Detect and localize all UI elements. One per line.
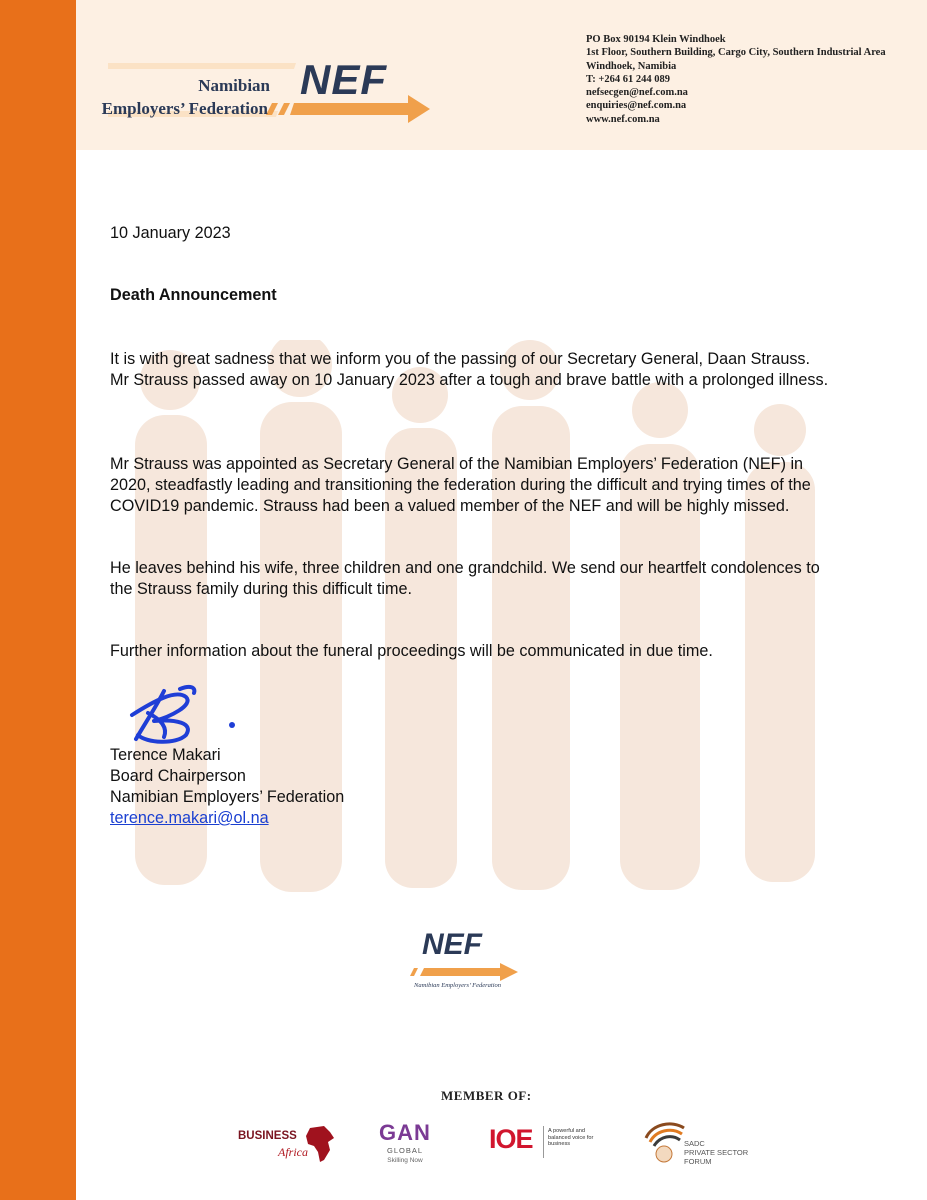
paragraph-announcement: It is with great sadness that we inform you of the passing of our Secretary General, Daan Strauss. Mr Strauss passed away on 10 January 2023 after a tough and brave battle with a prolonged illness. bbox=[110, 350, 829, 389]
signatory-title: Board Chairperson bbox=[110, 767, 246, 785]
contact-block bbox=[586, 33, 921, 126]
gan-global-logo bbox=[372, 1118, 438, 1170]
logo-name-line1: Namibian bbox=[198, 76, 270, 95]
paragraph-family: He leaves behind his wife, three children and one grandchild. We send our heartfelt condolences to the Strauss family during this difficult time. bbox=[110, 559, 820, 598]
side-stripe bbox=[0, 0, 76, 1200]
letter-date: 10 January 2023 bbox=[110, 224, 231, 242]
sadc-line1: SADC bbox=[684, 1139, 705, 1148]
nef-footer-logo bbox=[404, 928, 522, 996]
letter-heading: Death Announcement bbox=[110, 286, 277, 304]
sadc-line3: FORUM bbox=[684, 1156, 712, 1166]
contact-address: 1st Floor, Southern Building, Cargo City, Southern Industrial Area bbox=[586, 47, 886, 59]
paragraph-appointment: Mr Strauss was appointed as Secretary General of the Namibian Employers’ Federation (NEF) in 2020, steadfastly leading and transitioning the federation during the difficult and trying times of the COVID19 pandemic. Strauss had been a valued member of the NEF and will be highly missed. bbox=[110, 455, 811, 515]
footer-arrow-swoosh bbox=[404, 962, 522, 982]
signatory-name: Terence Makari bbox=[110, 746, 221, 764]
nef-logo bbox=[101, 55, 430, 125]
signature-block bbox=[110, 745, 344, 829]
logo-name-line2: Employers’ Federation bbox=[101, 99, 268, 118]
sadc-text bbox=[684, 1140, 748, 1166]
contact-city: Windhoek, Namibia bbox=[586, 60, 677, 72]
gan-line1: GAN bbox=[379, 1120, 431, 1145]
contact-email-secgen: nefsecgen@nef.com.na bbox=[586, 87, 688, 99]
contact-website: www.nef.com.na bbox=[586, 113, 660, 125]
contact-phone: T: +264 61 244 089 bbox=[586, 73, 670, 85]
footer-logo-acronym: NEF bbox=[422, 928, 482, 961]
gan-line3: Skilling Now bbox=[387, 1157, 423, 1164]
ioe-acronym: IOE bbox=[489, 1124, 533, 1154]
signatory-email-link[interactable]: terence.makari@ol.na bbox=[110, 809, 269, 827]
ioe-tagline: A powerful and balanced voice for business bbox=[548, 1128, 594, 1148]
contact-email-enquiries: enquiries@nef.com.na bbox=[586, 100, 687, 112]
paragraph-funeral: Further information about the funeral proceedings will be communicated in due time. bbox=[110, 642, 713, 660]
logo-acronym: NEF bbox=[300, 56, 387, 103]
gan-line2: GLOBAL bbox=[386, 1146, 423, 1155]
sadc-psf-logo bbox=[642, 1118, 752, 1170]
business-africa-line1: BUSINESS bbox=[238, 1130, 297, 1142]
contact-po-box: PO Box 90194 Klein Windhoek bbox=[586, 34, 726, 45]
sadc-line2: PRIVATE SECTOR bbox=[684, 1147, 749, 1157]
sadc-emblem-icon bbox=[642, 1118, 686, 1166]
africa-map-icon bbox=[304, 1124, 336, 1164]
business-africa-logo bbox=[238, 1118, 338, 1170]
ioe-divider bbox=[543, 1126, 544, 1158]
business-africa-line2: Africa bbox=[278, 1145, 308, 1159]
ioe-logo bbox=[489, 1118, 609, 1170]
signatory-organisation: Namibian Employers’ Federation bbox=[110, 788, 345, 806]
member-of-label: MEMBER OF: bbox=[441, 1088, 532, 1103]
footer-logo-tagline: Namibian Employers’ Federation bbox=[414, 982, 502, 989]
handwritten-signature bbox=[124, 679, 244, 749]
